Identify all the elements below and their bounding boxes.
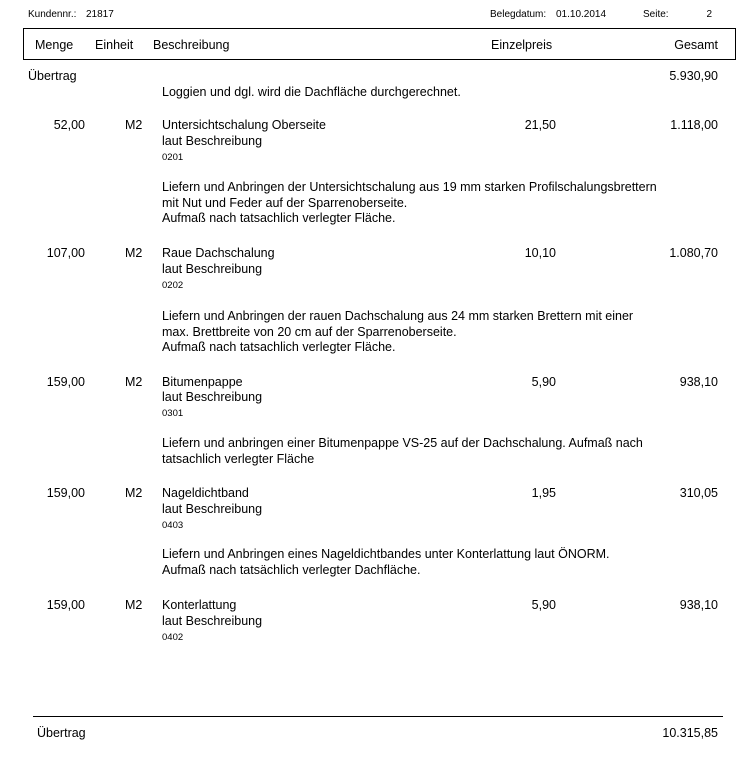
item-title: Bitumenpappe [162,375,243,389]
item-einzelpreis: 5,90 [531,598,556,612]
belegdatum-label: Belegdatum: [490,9,547,20]
item-subtitle: laut Beschreibung [162,262,263,276]
col-einzelpreis: Einzelpreis [491,38,553,52]
item-title: Konterlattung [162,598,237,612]
item-menge: 159,00 [46,375,85,389]
col-beschreibung: Beschreibung [153,38,230,52]
desc-line: Liefern und anbringen einer Bitumenpappe VS-25 auf der Dachschalung. Aufmaß nach [162,436,643,450]
item-code: 0402 [162,632,184,643]
item-menge: 52,00 [53,118,85,132]
item-title: Nageldichtband [162,486,249,500]
carry-out-value: 10.315,85 [662,726,718,740]
item-subtitle: laut Beschreibung [162,134,263,148]
item-menge: 159,00 [46,486,85,500]
carry-in-value: 5.930,90 [669,69,718,83]
col-einheit: Einheit [95,38,134,52]
kundennr-label: Kundennr.: [28,9,77,20]
item-einheit: M2 [125,486,143,500]
item-einzelpreis: 10,10 [524,246,556,260]
footer-divider [33,716,723,717]
desc-line: max. Brettbreite von 20 cm auf der Sparrenoberseite. [162,324,457,339]
desc-line: Liefern und Anbringen der Untersichtschalung aus 19 mm starken Profilschalungsbrettern [162,180,657,194]
item-title: Raue Dachschalung [162,246,275,260]
item-gesamt: 938,10 [679,598,718,612]
item-gesamt: 938,10 [679,375,718,389]
item-einzelpreis: 5,90 [531,375,556,389]
item-einheit: M2 [125,246,143,260]
item-description [162,180,657,227]
item-code: 0202 [162,280,184,291]
item-gesamt: 1.080,70 [669,246,718,260]
item-gesamt: 310,05 [679,486,718,500]
item-description [162,309,633,356]
desc-line: Liefern und Anbringen der rauen Dachschalung aus 24 mm starken Brettern mit einer [162,309,634,323]
item-description [162,547,610,578]
item-einheit: M2 [125,598,143,612]
item-subtitle: laut Beschreibung [162,390,263,404]
item-code: 0301 [162,408,184,419]
item-subtitle: laut Beschreibung [162,502,263,516]
desc-line: Aufmaß nach tatsachlich verlegter Fläche. [162,340,396,354]
seite-value: 2 [706,9,712,20]
item-menge: 159,00 [46,598,85,612]
desc-line: Aufmaß nach tatsachlich verlegter Fläche. [162,211,396,225]
carry-in-text: Loggien und dgl. wird die Dachfläche durchgerechnet. [162,85,461,99]
item-title: Untersichtschalung Oberseite [162,118,326,132]
item-gesamt: 1.118,00 [670,118,718,132]
kundennr-value: 21817 [86,9,114,20]
desc-line: Liefern und Anbringen eines Nageldichtbandes unter Konterlattung laut ÖNORM. [162,547,610,561]
item-einheit: M2 [125,375,143,389]
item-einzelpreis: 21,50 [524,118,556,132]
item-code: 0201 [162,152,184,163]
desc-line: tatsachlich verlegter Fläche [162,451,315,466]
item-subtitle: laut Beschreibung [162,614,263,628]
belegdatum-value: 01.10.2014 [556,9,607,20]
col-gesamt: Gesamt [674,38,718,52]
item-einheit: M2 [125,118,143,132]
seite-label: Seite: [643,9,669,20]
desc-line: mit Nut und Feder auf der Sparrenoberseite. [162,195,408,210]
desc-line: Aufmaß nach tatsächlich verlegter Dachfläche. [162,562,421,577]
carry-in-label: Übertrag [28,69,77,83]
col-menge: Menge [35,38,74,52]
item-menge: 107,00 [46,246,85,260]
item-einzelpreis: 1,95 [531,486,556,500]
item-code: 0403 [162,520,184,531]
item-description [162,436,643,467]
carry-out-label: Übertrag [37,726,86,740]
